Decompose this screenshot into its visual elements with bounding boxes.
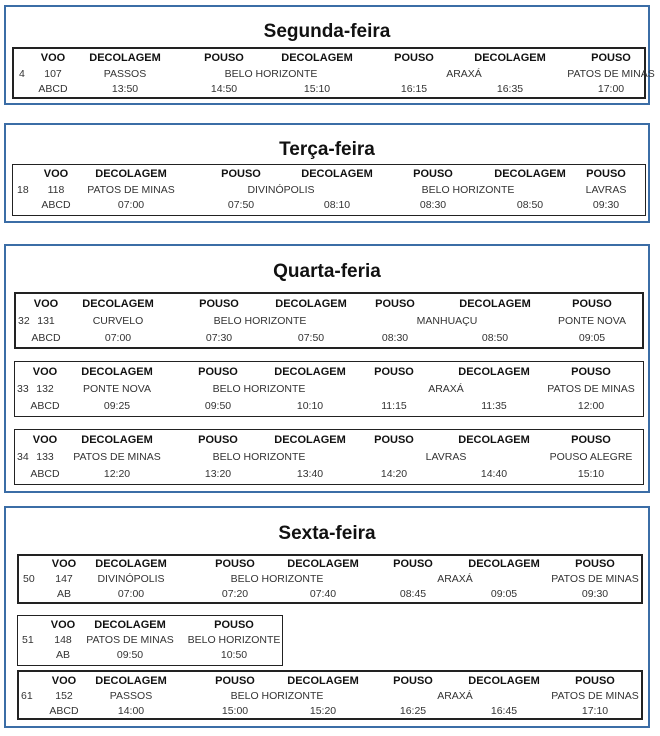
time: 09:50 — [116, 649, 144, 661]
col-header: DECOLAGEM — [81, 434, 153, 446]
city: PONTE NOVA — [82, 383, 152, 395]
time: 08:30 — [381, 332, 409, 344]
city: PATOS DE MINAS — [551, 690, 639, 702]
col-header-voo: VOO — [32, 434, 58, 446]
city: PASSOS — [103, 68, 147, 80]
time: 09:30 — [581, 588, 609, 600]
city: DIVINÓPOLIS — [247, 184, 315, 196]
col-header: POUSO — [591, 52, 631, 64]
time: 13:50 — [111, 83, 139, 95]
flight-block — [14, 292, 644, 349]
time: 13:40 — [296, 468, 324, 480]
city: PATOS DE MINAS — [86, 634, 174, 646]
col-header: POUSO — [375, 298, 415, 310]
city: MANHUAÇU — [416, 315, 478, 327]
line-number: 51 — [22, 634, 34, 646]
flight-block — [12, 47, 655, 99]
day-panel-sexta — [4, 506, 650, 728]
city: ARAXÁ — [437, 573, 473, 585]
col-header: DECOLAGEM — [458, 366, 530, 378]
col-header: POUSO — [198, 366, 238, 378]
col-header-voo: VOO — [32, 366, 58, 378]
col-header: DECOLAGEM — [287, 558, 359, 570]
time: 16:15 — [400, 83, 428, 95]
day-panel-segunda — [4, 5, 655, 105]
line-number: 33 — [17, 383, 29, 395]
city: BELO HORIZONTE — [224, 68, 318, 80]
city: BELO HORIZONTE — [212, 451, 306, 463]
flight-number: 133 — [36, 451, 54, 463]
col-header: POUSO — [572, 298, 612, 310]
col-header: POUSO — [571, 434, 611, 446]
time: 10:50 — [220, 649, 248, 661]
time: 07:00 — [117, 588, 145, 600]
col-header: DECOLAGEM — [281, 52, 353, 64]
time: 17:00 — [597, 83, 625, 95]
col-header: DECOLAGEM — [275, 298, 347, 310]
city: ARAXÁ — [428, 383, 464, 395]
time: 15:20 — [309, 705, 337, 717]
col-header: POUSO — [413, 168, 453, 180]
time: 09:30 — [592, 199, 620, 211]
time: 12:20 — [103, 468, 131, 480]
time: 15:00 — [221, 705, 249, 717]
time: 07:00 — [104, 332, 132, 344]
time: 08:50 — [516, 199, 544, 211]
aircraft-code: AB — [56, 588, 72, 600]
time: 09:50 — [204, 400, 232, 412]
flight-number: 152 — [55, 690, 73, 702]
day-title: Quarta-feria — [273, 261, 381, 282]
time: 07:30 — [205, 332, 233, 344]
time: 08:30 — [419, 199, 447, 211]
col-header: DECOLAGEM — [89, 52, 161, 64]
col-header: DECOLAGEM — [468, 558, 540, 570]
city: BELO HORIZONTE — [230, 690, 324, 702]
day-panel-quarta — [4, 244, 650, 493]
col-header: DECOLAGEM — [82, 298, 154, 310]
time: 11:15 — [381, 400, 407, 412]
col-header: POUSO — [215, 558, 255, 570]
line-number: 18 — [17, 184, 29, 196]
col-header: POUSO — [374, 366, 414, 378]
flight-block — [17, 670, 643, 720]
col-header: POUSO — [199, 298, 239, 310]
city: PATOS DE MINAS — [547, 383, 635, 395]
col-header: DECOLAGEM — [494, 168, 566, 180]
city: CURVELO — [92, 315, 144, 327]
col-header: DECOLAGEM — [468, 675, 540, 687]
time: 14:50 — [210, 83, 238, 95]
line-number: 50 — [23, 573, 35, 585]
flight-number: 148 — [54, 634, 72, 646]
city: BELO HORIZONTE — [421, 184, 515, 196]
col-header: DECOLAGEM — [95, 558, 167, 570]
aircraft-code: ABCD — [30, 400, 60, 412]
time: 09:05 — [578, 332, 606, 344]
col-header-voo: VOO — [40, 52, 66, 64]
flight-block — [14, 429, 644, 485]
aircraft-code: ABCD — [31, 332, 61, 344]
time: 17:10 — [581, 705, 609, 717]
time: 12:00 — [577, 400, 605, 412]
col-header-voo: VOO — [51, 558, 77, 570]
city: BELO HORIZONTE — [213, 315, 307, 327]
time: 08:45 — [399, 588, 427, 600]
day-title: Terça-feira — [279, 139, 375, 160]
city: ARAXÁ — [446, 68, 482, 80]
day-panel-terca — [4, 123, 650, 223]
city: ARAXÁ — [437, 690, 473, 702]
city: PASSOS — [109, 690, 153, 702]
col-header: DECOLAGEM — [81, 366, 153, 378]
col-header: POUSO — [575, 675, 615, 687]
col-header: POUSO — [214, 619, 254, 631]
col-header: DECOLAGEM — [474, 52, 546, 64]
flight-block — [14, 361, 644, 417]
col-header: DECOLAGEM — [274, 434, 346, 446]
col-header: POUSO — [393, 558, 433, 570]
city: POUSO ALEGRE — [549, 451, 633, 463]
col-header: DECOLAGEM — [301, 168, 373, 180]
city: PATOS DE MINAS — [87, 184, 175, 196]
line-number: 32 — [18, 315, 30, 327]
col-header: DECOLAGEM — [95, 168, 167, 180]
time: 08:10 — [323, 199, 351, 211]
city: PATOS DE MINAS — [567, 68, 655, 80]
aircraft-code: ABCD — [38, 83, 68, 95]
line-number: 61 — [21, 690, 33, 702]
flight-number: 118 — [47, 184, 65, 196]
col-header: POUSO — [215, 675, 255, 687]
day-title: Sexta-feira — [278, 523, 376, 544]
time: 07:20 — [221, 588, 249, 600]
time: 16:45 — [490, 705, 518, 717]
line-number: 34 — [17, 451, 29, 463]
time: 16:25 — [399, 705, 427, 717]
col-header: DECOLAGEM — [274, 366, 346, 378]
time: 07:40 — [309, 588, 337, 600]
flight-block — [17, 554, 643, 604]
city: LAVRAS — [425, 451, 467, 463]
city: BELO HORIZONTE — [230, 573, 324, 585]
col-header: DECOLAGEM — [459, 298, 531, 310]
col-header: DECOLAGEM — [95, 675, 167, 687]
col-header: POUSO — [393, 675, 433, 687]
flight-block — [12, 164, 646, 216]
time: 11:35 — [481, 400, 507, 412]
col-header-voo: VOO — [33, 298, 59, 310]
city: LAVRAS — [585, 184, 627, 196]
col-header: POUSO — [575, 558, 615, 570]
day-title: Segunda-feira — [263, 21, 391, 42]
col-header: POUSO — [394, 52, 434, 64]
flight-number: 147 — [55, 573, 73, 585]
line-number: 4 — [19, 68, 25, 80]
city: PATOS DE MINAS — [551, 573, 639, 585]
col-header-voo: VOO — [51, 675, 77, 687]
col-header: POUSO — [586, 168, 626, 180]
aircraft-code: ABCD — [49, 705, 79, 717]
col-header: DECOLAGEM — [94, 619, 166, 631]
col-header: POUSO — [374, 434, 414, 446]
time: 09:05 — [490, 588, 518, 600]
aircraft-code: AB — [55, 649, 71, 661]
col-header-voo: VOO — [43, 168, 69, 180]
col-header: DECOLAGEM — [458, 434, 530, 446]
city: PONTE NOVA — [557, 315, 627, 327]
flight-number: 132 — [36, 383, 54, 395]
time: 15:10 — [303, 83, 331, 95]
aircraft-code: ABCD — [30, 468, 60, 480]
col-header: POUSO — [204, 52, 244, 64]
time: 14:40 — [480, 468, 508, 480]
time: 07:50 — [227, 199, 255, 211]
time: 10:10 — [296, 400, 324, 412]
flight-block — [17, 615, 283, 666]
time: 08:50 — [481, 332, 509, 344]
city: PATOS DE MINAS — [73, 451, 161, 463]
col-header: POUSO — [198, 434, 238, 446]
time: 09:25 — [103, 400, 131, 412]
time: 07:00 — [117, 199, 145, 211]
time: 15:10 — [577, 468, 605, 480]
city: BELO HORIZONTE — [212, 383, 306, 395]
time: 14:20 — [380, 468, 408, 480]
time: 07:50 — [297, 332, 325, 344]
time: 16:35 — [496, 83, 524, 95]
col-header: POUSO — [571, 366, 611, 378]
col-header: DECOLAGEM — [287, 675, 359, 687]
aircraft-code: ABCD — [41, 199, 71, 211]
flight-number: 107 — [44, 68, 62, 80]
col-header-voo: VOO — [50, 619, 76, 631]
time: 14:00 — [117, 705, 145, 717]
city: DIVINÓPOLIS — [97, 573, 165, 585]
city: BELO HORIZONTE — [187, 634, 281, 646]
flight-number: 131 — [37, 315, 55, 327]
col-header: POUSO — [221, 168, 261, 180]
time: 13:20 — [204, 468, 232, 480]
